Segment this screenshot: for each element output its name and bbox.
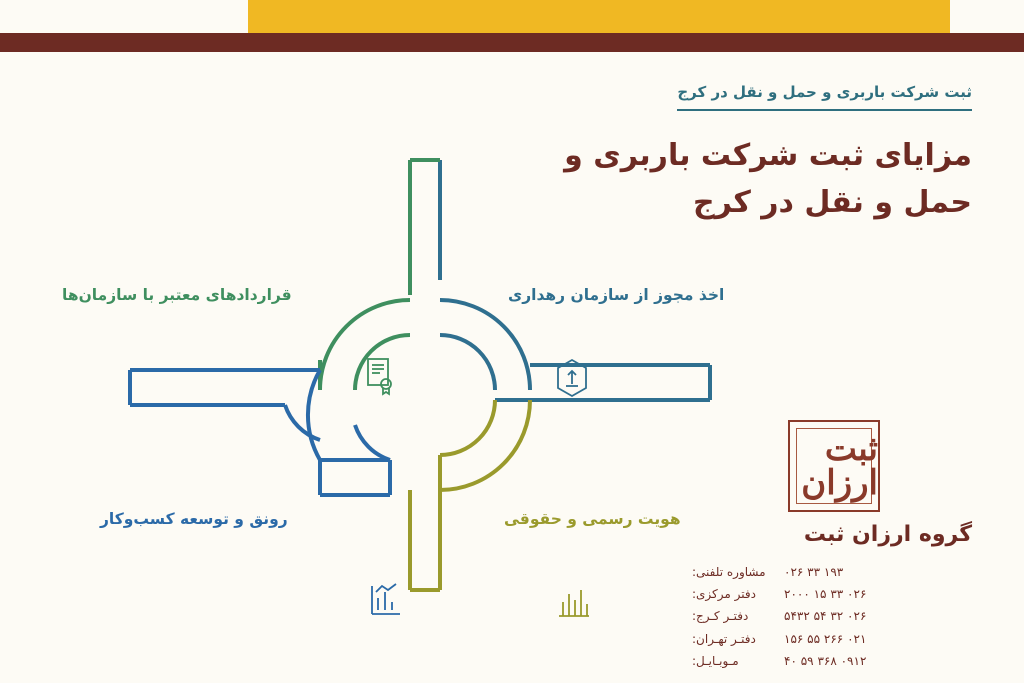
growth-chart-icon: [366, 580, 406, 620]
arc-bottom-right-inner: [440, 400, 495, 455]
contact-label: مشاوره تلفنی:: [692, 565, 766, 579]
logo-mark: [788, 420, 880, 512]
brand-block: [692, 420, 972, 672]
contact-value: ۰۲۶ ۳۲ ۵۴ ۵۴۳۲: [784, 609, 867, 624]
arc-bottom-right-outer: [440, 400, 530, 490]
arc-top-right-inner: [440, 335, 495, 390]
contact-row: [692, 561, 972, 583]
top-maroon-bar: [0, 33, 1024, 52]
contact-row: [692, 650, 972, 672]
branch-label-legal: هویت رسمی و حقوقی: [504, 510, 681, 528]
contact-label: دفتر مرکزی:: [692, 587, 756, 602]
bar-chart-icon: [554, 586, 594, 620]
contact-row: [692, 583, 972, 605]
diagram-svg: [70, 120, 770, 620]
contact-label: مـوبـایـل:: [692, 653, 739, 668]
certificate-icon: [362, 356, 400, 396]
top-yellow-bar: [0, 0, 1024, 33]
brand-name: گروه ارزان ثبت: [803, 522, 972, 547]
contact-row: [692, 605, 972, 627]
branch-label-contracts: قراردادهای معتبر با سازمان‌ها: [62, 286, 292, 304]
contact-list: [692, 561, 972, 672]
roundabout-diagram: [70, 120, 770, 620]
contact-label: دفتـر تهـران:: [692, 631, 756, 646]
branch-label-business: رونق و توسعه کسب‌وکار: [100, 510, 288, 528]
contact-value: ۰۹۱۲ ۳۶۸ ۵۹ ۴۰: [784, 653, 867, 668]
arc-bottom-left-inner-a: [285, 405, 320, 440]
branch-label-permit: اخذ مجوز از سازمان رهداری: [508, 286, 725, 304]
yellow-bar-right-gap: [950, 0, 1024, 33]
document-upload-icon: [554, 358, 590, 400]
arc-top-right-outer: [440, 300, 530, 390]
contact-value: ۰۲۶ ۳۳ ۱۵ ۲۰۰۰: [784, 587, 867, 602]
logo-script-text: ثبت ارزان: [801, 429, 878, 503]
contact-row: [692, 628, 972, 650]
contact-value: ۰۲۱ ۲۶۶ ۵۵ ۱۵۶: [784, 631, 867, 646]
contact-label: دفتـر کـرج:: [692, 609, 749, 624]
headline-line-2: حمل و نقل در کرج: [693, 184, 972, 220]
arc-left-inner: [355, 425, 390, 460]
contact-value: ۱۹۳ ۳۳ ۰۲۶: [784, 565, 844, 579]
yellow-bar-left-gap: [0, 0, 248, 33]
kicker-text: ثبت شرکت باربری و حمل و نقل در کرج: [677, 83, 972, 111]
headline-line-1: مزایای ثبت شرکت باربری و: [564, 138, 972, 173]
